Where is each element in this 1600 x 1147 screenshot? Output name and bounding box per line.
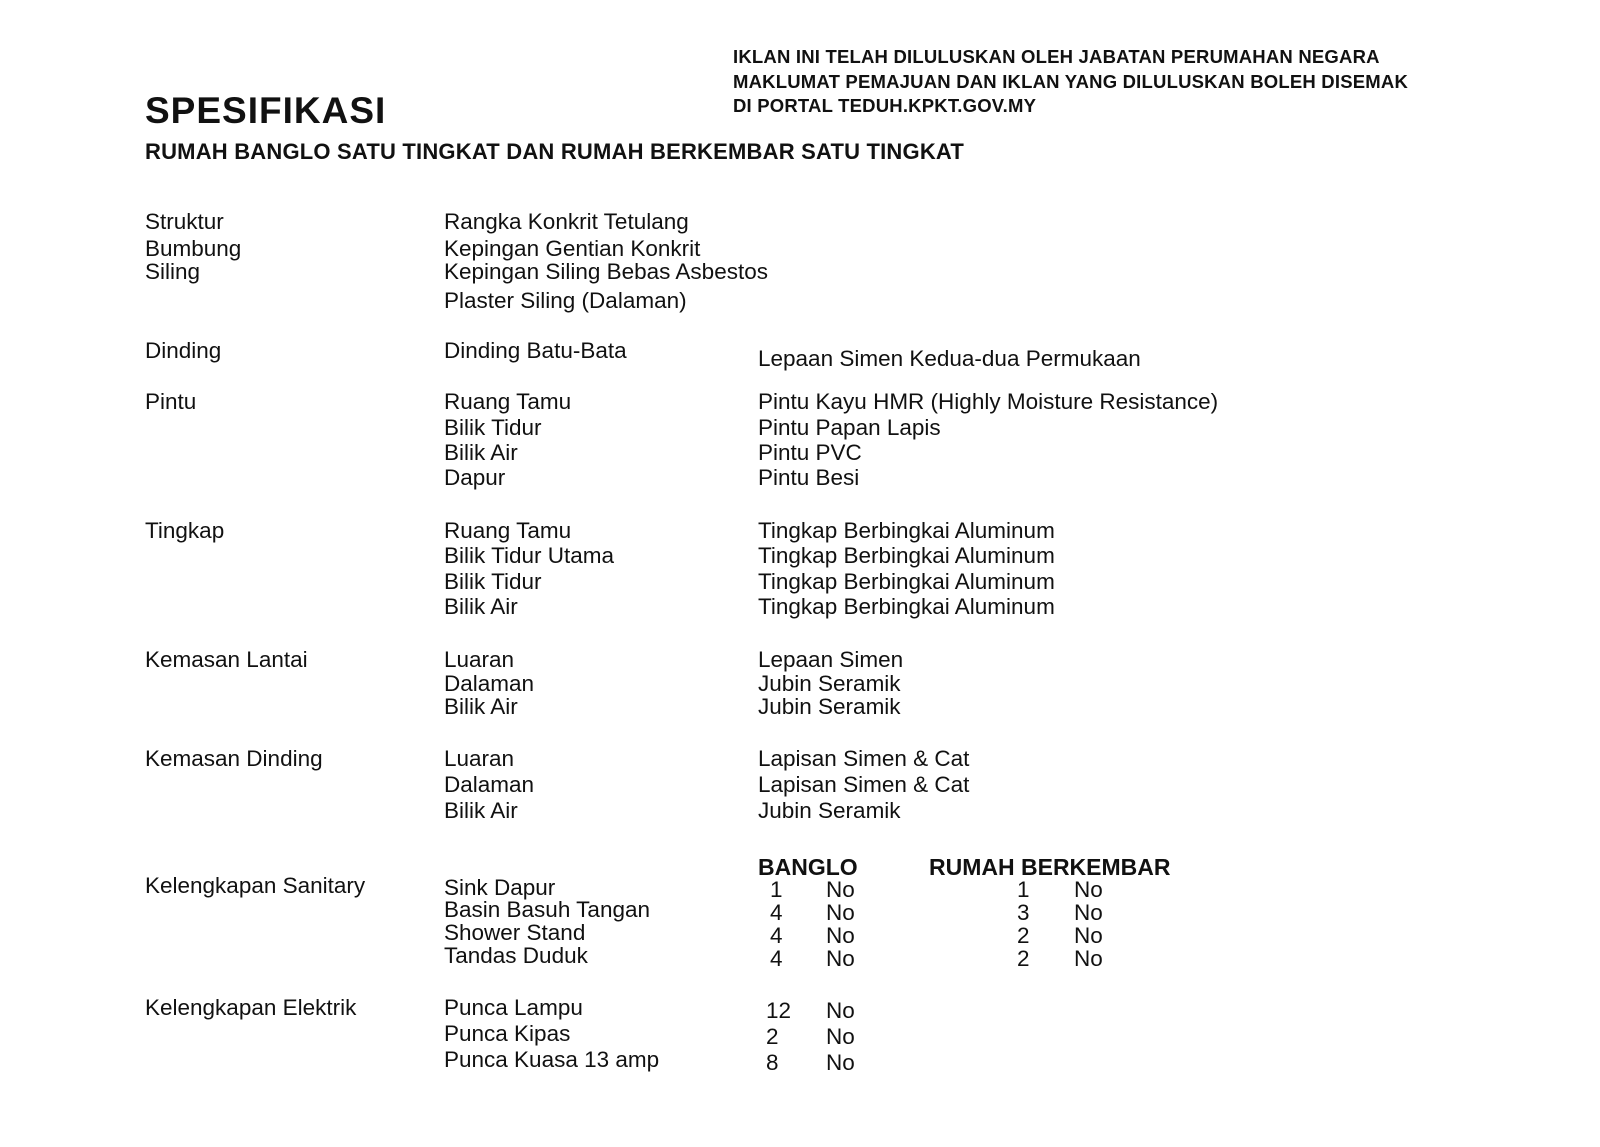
sanitary-banglo-unit-tandas: No [826, 946, 855, 971]
spec-label-siling: Siling [145, 259, 201, 284]
column-header-rumah-berkembar: RUMAH BERKEMBAR [929, 854, 1171, 880]
approval-notice-line-3: DI PORTAL TEDUH.KPKT.GOV.MY [733, 95, 1037, 116]
elektrik-item-punca-lampu: Punca Lampu [444, 995, 583, 1020]
spec-value-lantai-dalaman: Jubin Seramik [758, 671, 901, 696]
spec-label-bumbung: Bumbung [145, 236, 242, 261]
spec-value-tingkap-bilik-air: Tingkap Berbingkai Aluminum [758, 594, 1055, 619]
sanitary-banglo-qty-basin: 4 [770, 900, 783, 925]
sanitary-banglo-unit-shower: No [826, 923, 855, 948]
spec-item-pintu-ruang-tamu: Ruang Tamu [444, 389, 572, 414]
spec-value-struktur: Rangka Konkrit Tetulang [444, 209, 689, 234]
elektrik-qty-punca-kipas: 2 [766, 1024, 779, 1049]
sanitary-berkembar-qty-shower: 2 [1017, 923, 1030, 948]
page-title: SPESIFIKASI [145, 90, 387, 131]
sanitary-banglo-unit-basin: No [826, 900, 855, 925]
sanitary-berkembar-unit-sink-dapur: No [1074, 877, 1103, 902]
elektrik-qty-punca-lampu: 12 [766, 998, 792, 1023]
spec-label-pintu: Pintu [145, 389, 197, 414]
elektrik-qty-punca-kuasa: 8 [766, 1050, 779, 1075]
spec-value-dinding-luaran: Lapisan Simen & Cat [758, 746, 970, 771]
spec-label-dinding: Dinding [145, 338, 222, 363]
spec-item-lantai-bilik-air: Bilik Air [444, 694, 518, 719]
spec-value-tingkap-ruang-tamu: Tingkap Berbingkai Aluminum [758, 518, 1055, 543]
spec-item-lantai-luaran: Luaran [444, 647, 515, 672]
approval-notice-line-2: MAKLUMAT PEMAJUAN DAN IKLAN YANG DILULUSKAN BOLEH DISEMAK [733, 70, 1409, 92]
elektrik-unit-punca-lampu: No [826, 998, 855, 1023]
spec-item-tingkap-bilik-tidur: Bilik Tidur [444, 569, 542, 594]
sanitary-berkembar-qty-sink-dapur: 1 [1017, 877, 1030, 902]
spec-item-dinding-luaran: Luaran [444, 746, 515, 771]
spec-value-pintu-ruang-tamu: Pintu Kayu HMR (Highly Moisture Resistance) [758, 389, 1219, 414]
sanitary-item-shower-stand: Shower Stand [444, 920, 586, 945]
spec-item-dinding-dalaman: Dalaman [444, 772, 535, 797]
spec-item-pintu-bilik-air: Bilik Air [444, 440, 518, 465]
sanitary-berkembar-unit-shower: No [1074, 923, 1103, 948]
column-header-banglo: BANGLO [758, 854, 858, 880]
spec-value-tingkap-bilik-tidur: Tingkap Berbingkai Aluminum [758, 569, 1055, 594]
spec-value-bumbung: Kepingan Gentian Konkrit [444, 236, 701, 261]
sanitary-berkembar-unit-basin: No [1074, 900, 1103, 925]
spec-value-siling-1: Kepingan Siling Bebas Asbestos [444, 259, 768, 284]
sanitary-item-tandas-duduk: Tandas Duduk [444, 943, 588, 968]
spec-label-elektrik: Kelengkapan Elektrik [145, 995, 357, 1020]
elektrik-item-punca-kipas: Punca Kipas [444, 1021, 571, 1046]
spec-value-dinding-bilik-air: Jubin Seramik [758, 798, 901, 823]
spec-item-lantai-dalaman: Dalaman [444, 671, 535, 696]
sanitary-banglo-unit-sink-dapur: No [826, 877, 855, 902]
spec-value-pintu-dapur: Pintu Besi [758, 465, 860, 490]
sanitary-berkembar-qty-basin: 3 [1017, 900, 1030, 925]
spec-label-sanitary: Kelengkapan Sanitary [145, 873, 366, 898]
sanitary-berkembar-qty-tandas: 2 [1017, 946, 1030, 971]
spec-label-kemasan-dinding: Kemasan Dinding [145, 746, 323, 771]
sanitary-berkembar-unit-tandas: No [1074, 946, 1103, 971]
elektrik-unit-punca-kipas: No [826, 1024, 855, 1049]
page-subtitle: RUMAH BANGLO SATU TINGKAT DAN RUMAH BERKEMBAR SATU TINGKAT [145, 139, 965, 164]
spec-value-dinding: Lepaan Simen Kedua-dua Permukaan [758, 346, 1141, 371]
spec-value-dinding-dalaman: Lapisan Simen & Cat [758, 772, 970, 797]
spec-label-tingkap: Tingkap [145, 518, 225, 543]
spec-item-dinding: Dinding Batu-Bata [444, 338, 627, 363]
spec-item-pintu-bilik-tidur: Bilik Tidur [444, 415, 542, 440]
spec-item-dinding-bilik-air: Bilik Air [444, 798, 518, 823]
spec-label-struktur: Struktur [145, 209, 224, 234]
spec-value-lantai-bilik-air: Jubin Seramik [758, 694, 901, 719]
sanitary-item-sink-dapur: Sink Dapur [444, 875, 556, 900]
spec-value-siling-2: Plaster Siling (Dalaman) [444, 288, 687, 313]
spec-item-tingkap-ruang-tamu: Ruang Tamu [444, 518, 572, 543]
spec-value-tingkap-bilik-tidur-utama: Tingkap Berbingkai Aluminum [758, 543, 1055, 568]
elektrik-item-punca-kuasa: Punca Kuasa 13 amp [444, 1047, 660, 1072]
sanitary-banglo-qty-tandas: 4 [770, 946, 783, 971]
spec-item-pintu-dapur: Dapur [444, 465, 506, 490]
spec-value-pintu-bilik-tidur: Pintu Papan Lapis [758, 415, 941, 440]
approval-notice-line-1: IKLAN INI TELAH DILULUSKAN OLEH JABATAN PERUMAHAN NEGARA [733, 46, 1380, 67]
spec-item-tingkap-bilik-air: Bilik Air [444, 594, 518, 619]
spec-item-tingkap-bilik-tidur-utama: Bilik Tidur Utama [444, 543, 615, 568]
spec-value-lantai-luaran: Lepaan Simen [758, 647, 904, 672]
sanitary-item-basin-basuh-tangan: Basin Basuh Tangan [444, 897, 650, 922]
spec-label-kemasan-lantai: Kemasan Lantai [145, 647, 308, 672]
sanitary-banglo-qty-shower: 4 [770, 923, 783, 948]
spec-value-pintu-bilik-air: Pintu PVC [758, 440, 862, 465]
approval-notice [733, 45, 1408, 119]
sanitary-banglo-qty-sink-dapur: 1 [770, 877, 783, 902]
elektrik-unit-punca-kuasa: No [826, 1050, 855, 1075]
